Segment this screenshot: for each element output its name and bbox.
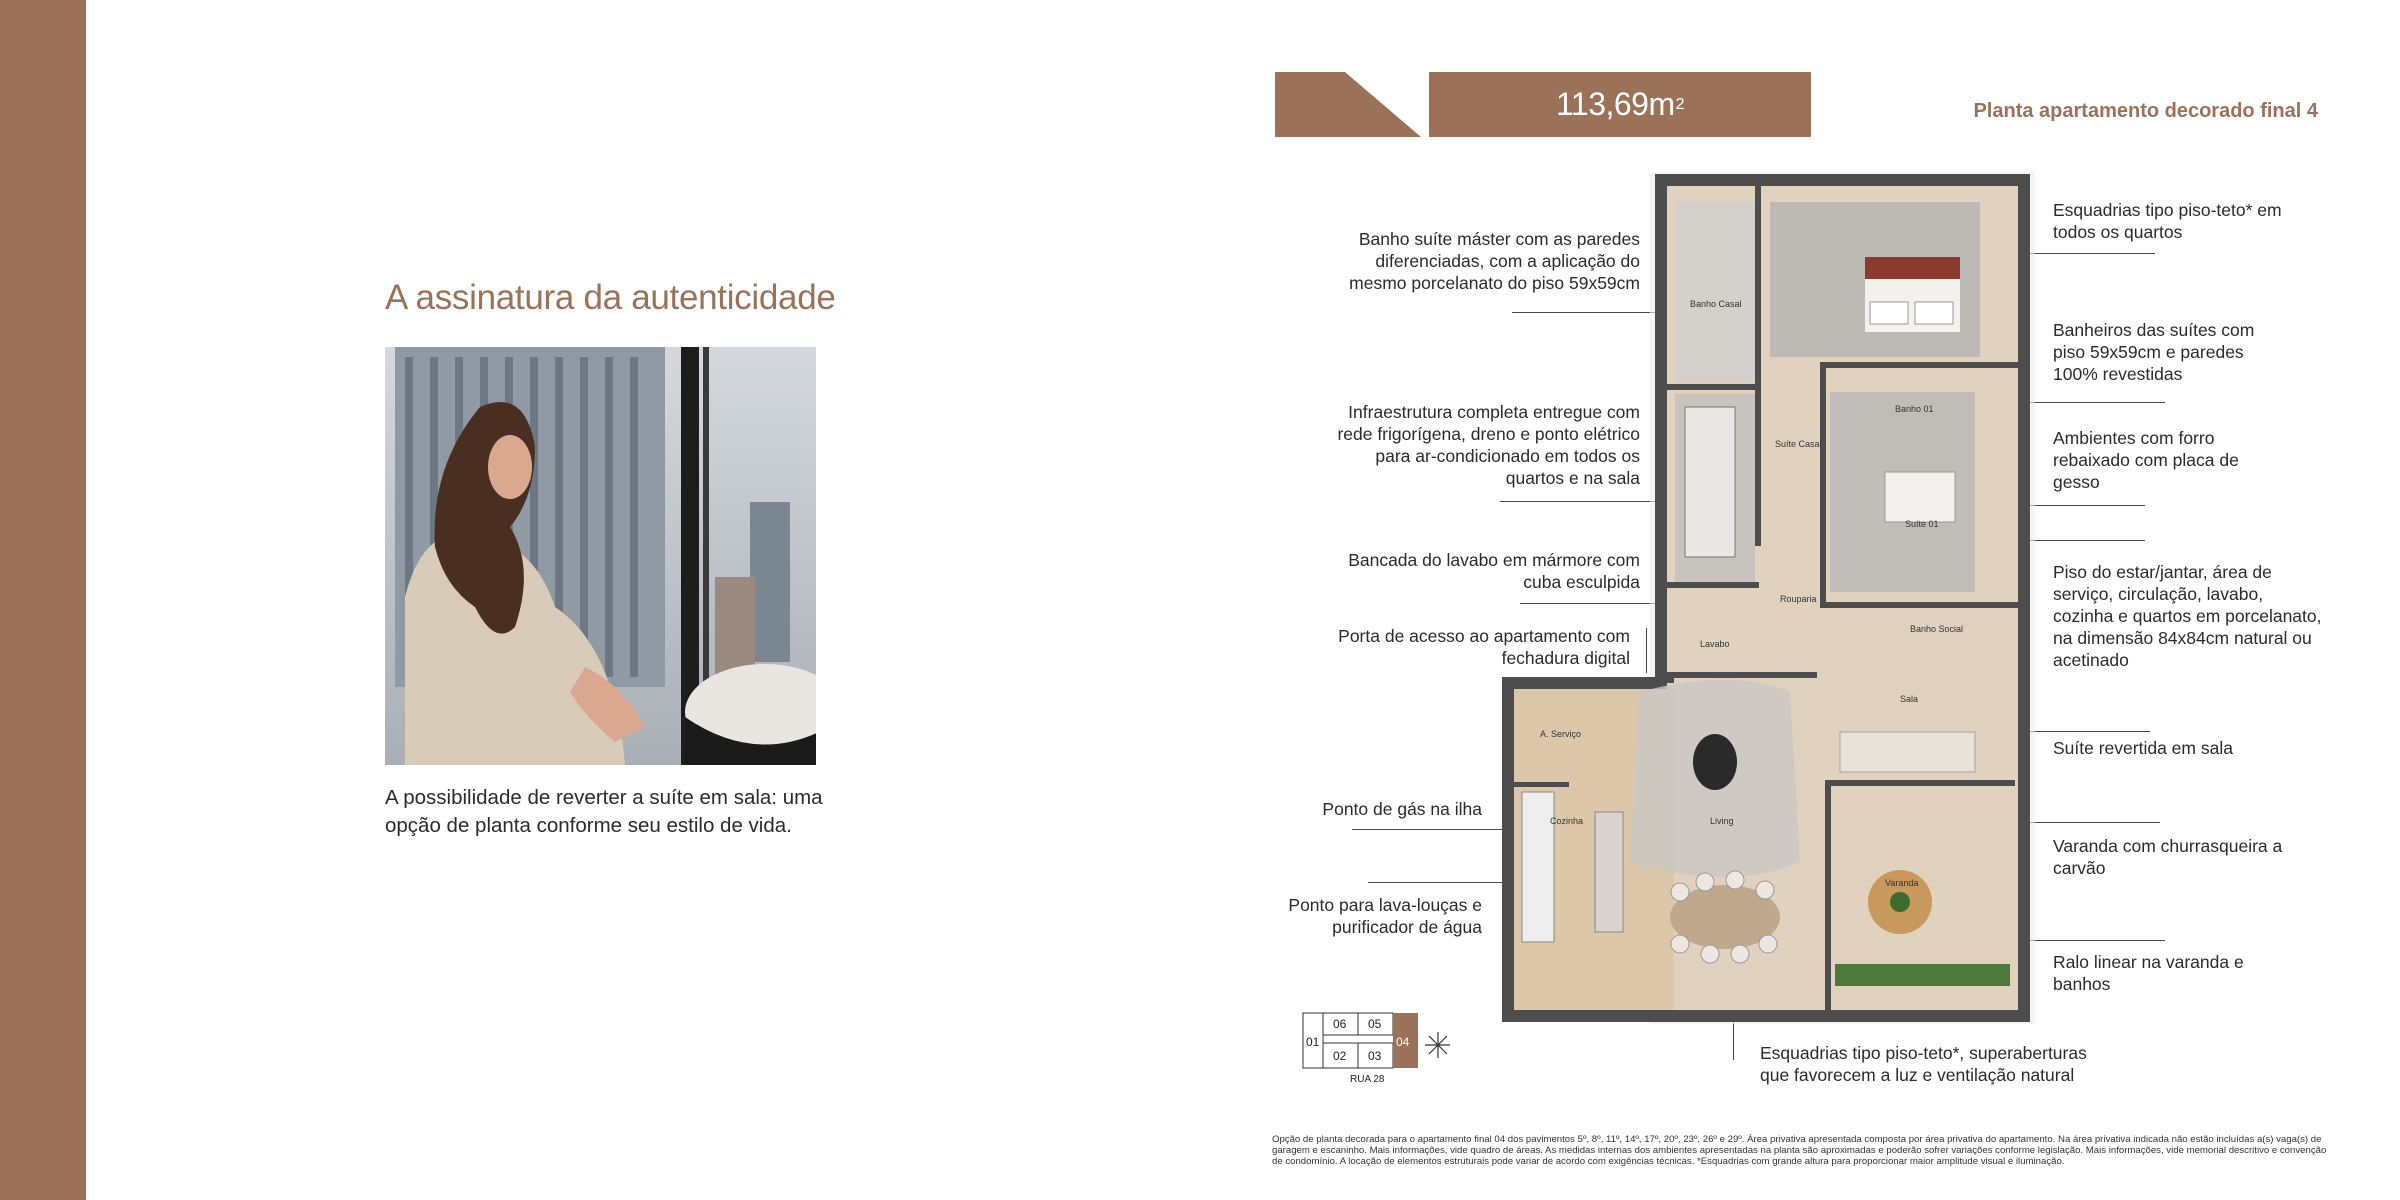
callout-line-left-5	[1352, 829, 1512, 830]
callout-left-6: Ponto para lava-louças e purificador de água	[1288, 895, 1482, 937]
label-cozinha: Cozinha	[1550, 816, 1584, 826]
area-value: 113,69m	[1555, 86, 1675, 122]
header-accent-shape	[1275, 72, 1421, 137]
callout-left-3: Bancada do lavabo em mármore com cuba esculpida	[1348, 550, 1640, 592]
section-title: A assinatura da autenticidade	[385, 278, 836, 317]
unit-06: 06	[1333, 1017, 1347, 1031]
callout-line-left-6	[1368, 882, 1518, 883]
section-caption: A possibilidade de reverter a suíte em sala: uma opção de planta conforme seu estilo de vida.	[385, 786, 823, 837]
label-rouparia: Rouparia	[1780, 594, 1817, 604]
label-banho-01: Banho 01	[1895, 404, 1934, 414]
unit-05: 05	[1368, 1017, 1382, 1031]
compass-icon	[1425, 1032, 1450, 1058]
footnote-legal: Opção de planta decorada para o apartamento final 04 dos pavimentos 5º, 8º, 11º, 14º, 17º, 20º, 23º, 26º e 29º. Área privativa apresentada composta por área privativa do apartamento. Na área privativa indicada não estão incluídas a(s) vaga(s) de garagem e escaninho. Mais informações, vide quadro de áreas. As medidas internas dos ambientes apresentadas na planta são aproximadas e poderão sofrer variações conforme legislação. Mais informações, vide memorial descritivo e convenção de condomínio. A locação de elementos estruturais pode variar de acordo com exigências técnicas. *Esquadrias com grande altura para proporcionar maior amplitude visual e iluminação.	[1272, 1134, 2327, 1167]
label-varanda: Varanda	[1885, 878, 1919, 888]
area-unit-superscript: 2	[1675, 95, 1685, 113]
accent-side-bar	[0, 0, 86, 1200]
label-sala: Sala	[1900, 694, 1919, 704]
label-lavabo: Lavabo	[1700, 639, 1730, 649]
area-badge	[1429, 72, 1811, 137]
callout-right-1: Esquadrias tipo piso-teto* em todos os quartos	[2053, 200, 2282, 242]
label-suite-01: Suíte 01	[1905, 519, 1939, 529]
label-banho-social: Banho Social	[1910, 624, 1964, 634]
label-living: Living	[1710, 816, 1734, 826]
floor-plan	[1500, 172, 2035, 1024]
label-a-servico: A. Serviço	[1540, 729, 1582, 739]
callout-left-5: Ponto de gás na ilha	[1322, 799, 1482, 819]
callout-right-6: Varanda com churrasqueira a carvão	[2053, 836, 2283, 878]
plan-title: Planta apartamento decorado final 4	[1973, 100, 2318, 122]
callout-right-4: Piso do estar/jantar, área de serviço, circulação, lavabo, cozinha e quartos em porcelanato, na dimensão 84x84cm natural ou acetinado	[2053, 562, 2322, 670]
unit-02: 02	[1333, 1049, 1347, 1063]
callout-left-4: Porta de acesso ao apartamento com fechadura digital	[1338, 626, 1630, 668]
callout-right-5: Suíte revertida em sala	[2053, 738, 2233, 758]
woman-window-photo	[385, 347, 816, 765]
label-suite-casal: Suíte Casal	[1775, 439, 1822, 449]
unit-04: 04	[1396, 1035, 1410, 1049]
callout-right-3: Ambientes com forro rebaixado com placa de gesso	[2053, 428, 2239, 492]
street-label: RUA 28	[1350, 1074, 1385, 1085]
callout-right-7: Ralo linear na varanda e banhos	[2053, 952, 2244, 994]
unit-01: 01	[1306, 1035, 1320, 1049]
building-key-map	[1300, 1010, 1450, 1085]
callout-left-2: Infraestrutura completa entregue com rede frigorígena, dreno e ponto elétrico para ar-condicionado em todos os quartos e na sala	[1337, 402, 1640, 488]
label-banho-casal: Banho Casal	[1690, 299, 1742, 309]
callout-left-1: Banho suíte máster com as paredes diferenciadas, com a aplicação do mesmo porcelanato do piso 59x59cm	[1349, 229, 1640, 293]
callout-right-2: Banheiros das suítes com piso 59x59cm e paredes 100% revestidas	[2053, 320, 2255, 384]
unit-03: 03	[1368, 1049, 1382, 1063]
callout-bottom: Esquadrias tipo piso-teto*, superaberturas que favorecem a luz e ventilação natural	[1760, 1043, 2087, 1085]
